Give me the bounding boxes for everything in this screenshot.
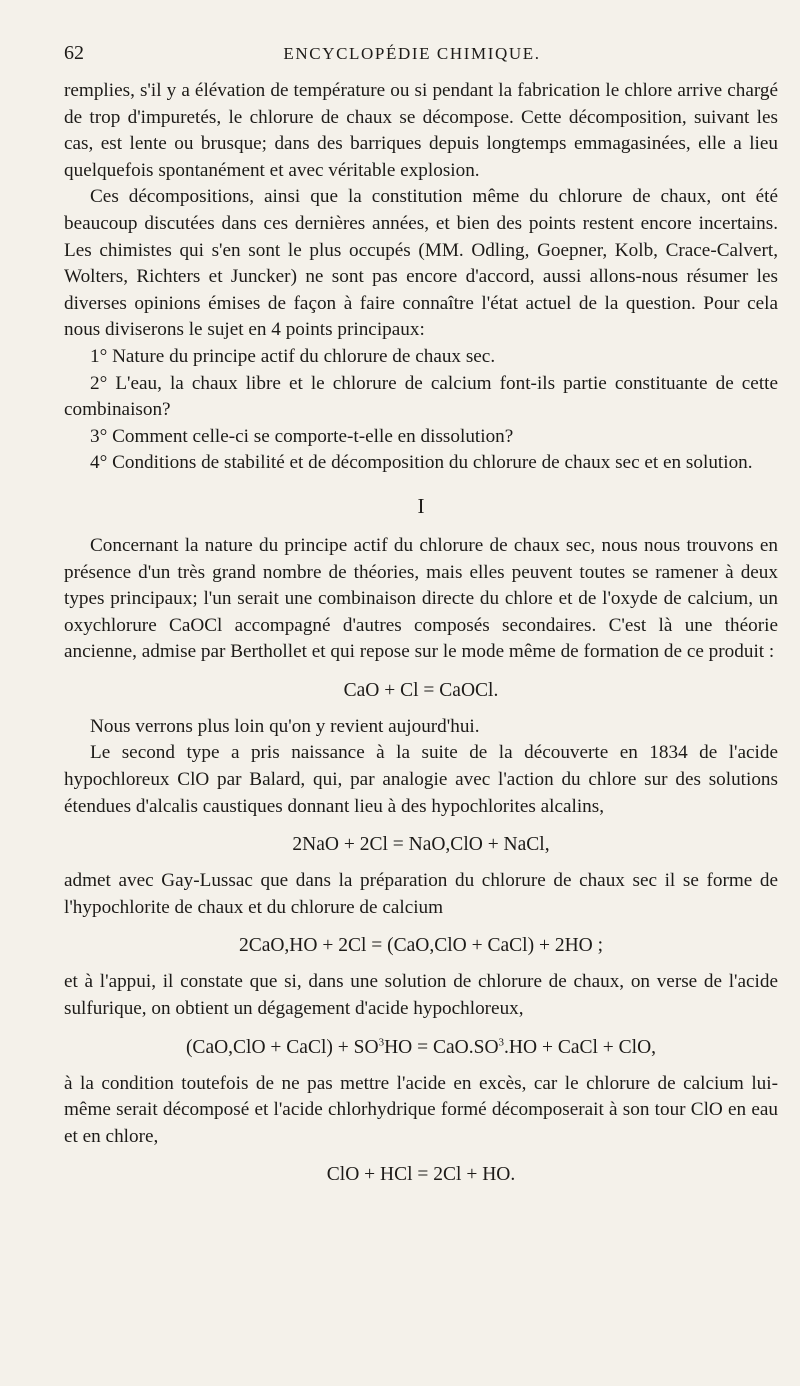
page-number: 62 [64, 42, 84, 64]
formula [64, 1035, 778, 1061]
running-title: ENCYCLOPÉDIE CHIMIQUE. [283, 44, 541, 63]
formula: 2NaO + 2Cl = NaO,ClO + NaCl, [292, 834, 550, 856]
section-heading: I [417, 493, 425, 518]
formula-part: (CaO,ClO + CaCl) + SO [185, 1036, 379, 1058]
paragraph: Nous verrons plus loin qu'on y revient aujourd'hui. [90, 715, 480, 737]
formula-part: .HO + CaCl + ClO, [504, 1036, 657, 1058]
formula: ClO + HCl = 2Cl + HO. [326, 1164, 516, 1186]
formula-superscript: 3 [498, 1036, 505, 1049]
list-item: 4° Conditions de stabilité et de décomposition du chlorure de chaux sec et en solution. [90, 452, 753, 474]
paragraph: et à l'appui, il constate que si, dans une solution de chlorure de chaux, on verse de l'acide sulfurique, on obtient un dégagement d'acide hypochloreux, [64, 971, 778, 1020]
paragraph: Ces décompositions, ainsi que la constitution même du chlorure de chaux, ont été beaucoup discutées dans ces dernières années, et bien des points restent encore incertains. Les chimistes qui s'en sont le plus occupés (MM. Odling, Goepner, Kolb, Crace-Calvert, Wolters, Richters et Juncker) ne sont pas encore d'accord, aussi allons-nous résumer les diverses opinions émises de façon à faire connaître l'état actuel de la question. Pour cela nous diviserons le sujet en 4 points principaux: [64, 186, 778, 341]
paragraph: admet avec Gay-Lussac que dans la préparation du chlorure de chaux sec il se forme de l'hypochlorite de chaux et du chlorure de calcium [64, 870, 778, 918]
page-header [64, 42, 760, 68]
formula-part: HO = CaO.SO [384, 1036, 499, 1058]
formula-superscript: 3 [378, 1036, 385, 1049]
paragraph: à la condition toutefois de ne pas mettre l'acide en excès, car le chlorure de calcium lui-même serait décomposé et l'acide chlorhydrique formé décomposerait à son tour ClO en eau et en chlore, [64, 1072, 778, 1147]
paragraph: Concernant la nature du principe actif du chlorure de chaux sec, nous nous trouvons en présence d'un très grand nombre de théories, mais elles peuvent toutes se ramener à deux types principaux; l'un serait une combinaison directe du chlore et de l'oxyde de calcium, un oxychlorure CaOCl accompagné d'autres composés secondaires. C'est là une théorie ancienne, admise par Berthollet et qui repose sur le mode même de formation de ce produit : [64, 534, 778, 663]
paragraph: remplies, s'il y a élévation de température ou si pendant la fabrication le chlore arrive chargé de trop d'impuretés, le chlorure de chaux se décompose. Cette décomposition, suivant les cas, est lente ou brusque; dans des barriques depuis longtemps emmagasinées, elle a lieu quelquefois spontanément et avec véritable explosion. [64, 80, 778, 181]
formula: 2CaO,HO + 2Cl = (CaO,ClO + CaCl) + 2HO ; [238, 935, 604, 957]
list-item: 1° Nature du principe actif du chlorure de chaux sec. [90, 345, 496, 367]
list-item: 2° L'eau, la chaux libre et le chlorure de calcium font-ils partie constituante de cette combinaison? [64, 372, 778, 421]
list-item: 3° Comment celle-ci se comporte-t-elle en dissolution? [90, 425, 514, 447]
page-body [64, 78, 778, 1198]
formula: CaO + Cl = CaOCl. [343, 679, 499, 701]
paragraph: Le second type a pris naissance à la suite de la découverte en 1834 de l'acide hypochloreux ClO par Balard, qui, par analogie avec l'action du chlore sur des solutions étendues d'alcalis caustiques donnant lieu à des hypochlorites alcalins, [64, 742, 778, 817]
